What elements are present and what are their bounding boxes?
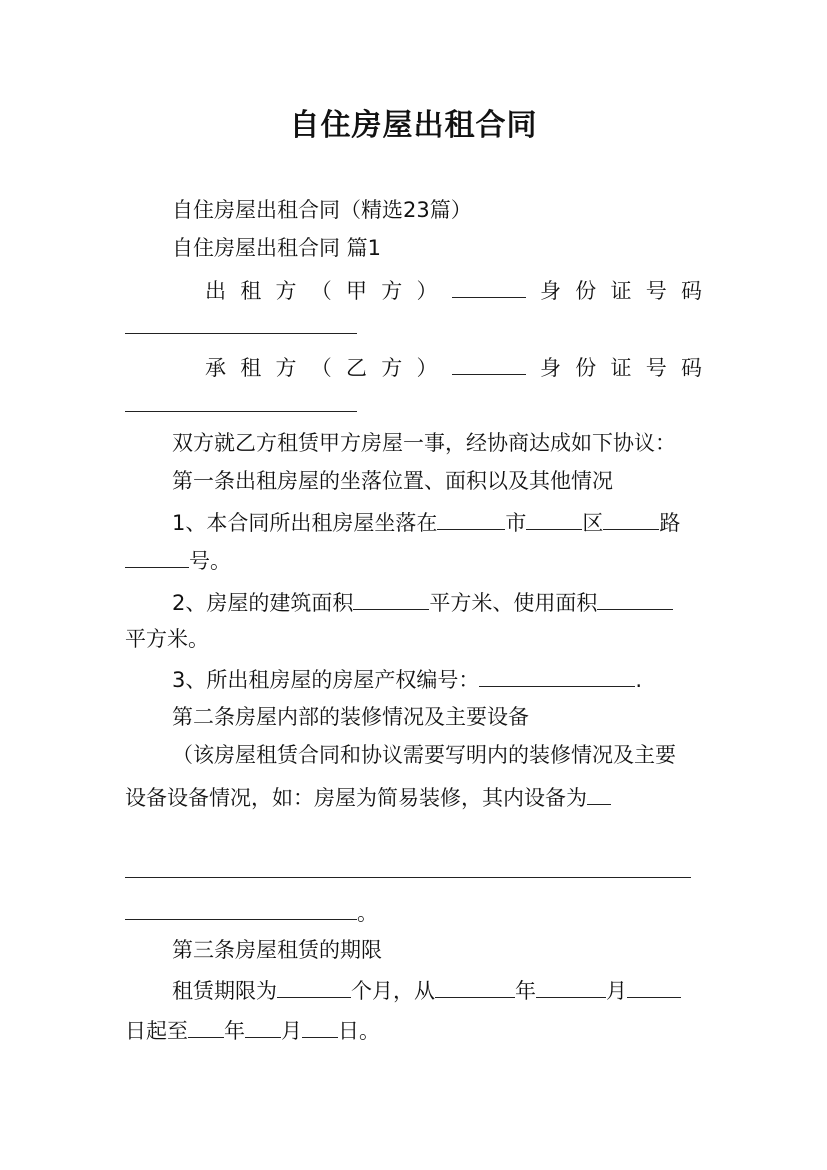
equipment-blank [125, 897, 357, 920]
lessee-char: （ [310, 356, 332, 380]
property-number-label: 3、所出租房屋的房屋产权编号： [172, 668, 480, 692]
end-month-blank [245, 1015, 281, 1038]
building-area-blank [353, 587, 429, 610]
id-char: 码 [681, 279, 702, 303]
months-blank [277, 975, 351, 998]
article-2-para-2 [125, 782, 611, 812]
city-blank [437, 507, 505, 530]
agreement-intro: 双方就乙方租赁甲方房屋一事，经协商达成如下协议： [172, 431, 676, 455]
document-title: 自住房屋出租合同 [289, 108, 538, 143]
article-1-title: 第一条出租房屋的坐落位置、面积以及其他情况 [172, 469, 613, 493]
equipment-blank-start [587, 782, 611, 805]
usable-area-blank [597, 587, 673, 610]
lessor-char: 出 [205, 279, 226, 303]
article-1-item-3 [172, 664, 642, 694]
year-label: 年 [224, 1019, 245, 1043]
lessee-char: 方 [275, 356, 297, 380]
id-char: 证 [610, 279, 632, 303]
number-label: 号。 [189, 549, 231, 573]
usable-area-label: 平方米、使用面积 [429, 591, 598, 615]
end-year-blank [188, 1015, 224, 1038]
lessor-char: 租 [240, 279, 262, 303]
id-char: 码 [681, 356, 702, 380]
id-char: 份 [575, 279, 597, 303]
article-2-title: 第二条房屋内部的装修情况及主要设备 [172, 705, 529, 729]
start-day-blank [627, 975, 681, 998]
id-char: 份 [575, 356, 597, 380]
id-char: 号 [645, 279, 667, 303]
article-1-item-1 [172, 507, 680, 537]
lessee-char: 方 [381, 356, 403, 380]
end-day-blank [302, 1015, 338, 1038]
road-label: 路 [659, 511, 681, 535]
subtitle: 自住房屋出租合同（精选23篇） [172, 198, 472, 222]
lessor-line [205, 275, 702, 305]
property-number-blank [479, 664, 635, 687]
article-3-line-2 [125, 1015, 380, 1045]
equipment-blank-line-2 [125, 897, 378, 927]
lessor-char: 甲 [346, 279, 367, 303]
section-heading: 自住房屋出租合同 篇1 [172, 236, 382, 260]
lessor-char: 方 [275, 279, 297, 303]
road-blank [603, 507, 659, 530]
id-char: 身 [540, 356, 561, 380]
equipment-text: 设备设备情况，如：房屋为简易装修，其内设备为 [125, 786, 587, 810]
article-1-item-2-cont: 平方米。 [125, 627, 209, 651]
lessor-char: ） [416, 279, 438, 303]
location-label: 1、本合同所出租房屋坐落在 [172, 511, 438, 535]
district-label: 区 [582, 511, 604, 535]
lessor-name-blank [452, 275, 526, 298]
month-label: 月 [281, 1019, 302, 1043]
lessee-name-blank [452, 352, 526, 375]
until-label: 日起至 [125, 1019, 188, 1043]
lessor-id-blank [125, 333, 357, 334]
lessee-id-blank [125, 411, 357, 412]
district-blank [526, 507, 582, 530]
term-label: 租赁期限为 [172, 979, 277, 1003]
building-area-label: 2、房屋的建筑面积 [172, 591, 354, 615]
id-char: 号 [645, 356, 667, 380]
number-blank [125, 545, 189, 568]
lessee-char: 承 [205, 356, 226, 380]
id-char: 身 [540, 279, 561, 303]
lessor-char: 方 [381, 279, 403, 303]
article-3-line-1 [172, 975, 681, 1005]
end-mark: 。 [357, 901, 378, 925]
lessor-char: （ [310, 279, 332, 303]
day-label: 日。 [338, 1019, 380, 1043]
article-1-item-1-cont [125, 545, 231, 575]
month-label: 月 [606, 979, 627, 1003]
lessee-line [205, 352, 702, 382]
year-label: 年 [515, 979, 536, 1003]
article-3-title: 第三条房屋租赁的期限 [172, 938, 382, 962]
city-label: 市 [505, 511, 527, 535]
lessee-char: 租 [240, 356, 262, 380]
lessee-char: ） [416, 356, 438, 380]
id-char: 证 [610, 356, 632, 380]
start-year-blank [435, 975, 515, 998]
article-2-para-1: （该房屋租赁合同和协议需要写明内的装修情况及主要 [172, 743, 676, 767]
lessee-char: 乙 [346, 356, 367, 380]
equipment-blank-line-1 [125, 877, 691, 878]
months-label: 个月，从 [351, 979, 435, 1003]
period: . [635, 668, 643, 692]
start-month-blank [536, 975, 606, 998]
article-1-item-2 [172, 587, 673, 617]
